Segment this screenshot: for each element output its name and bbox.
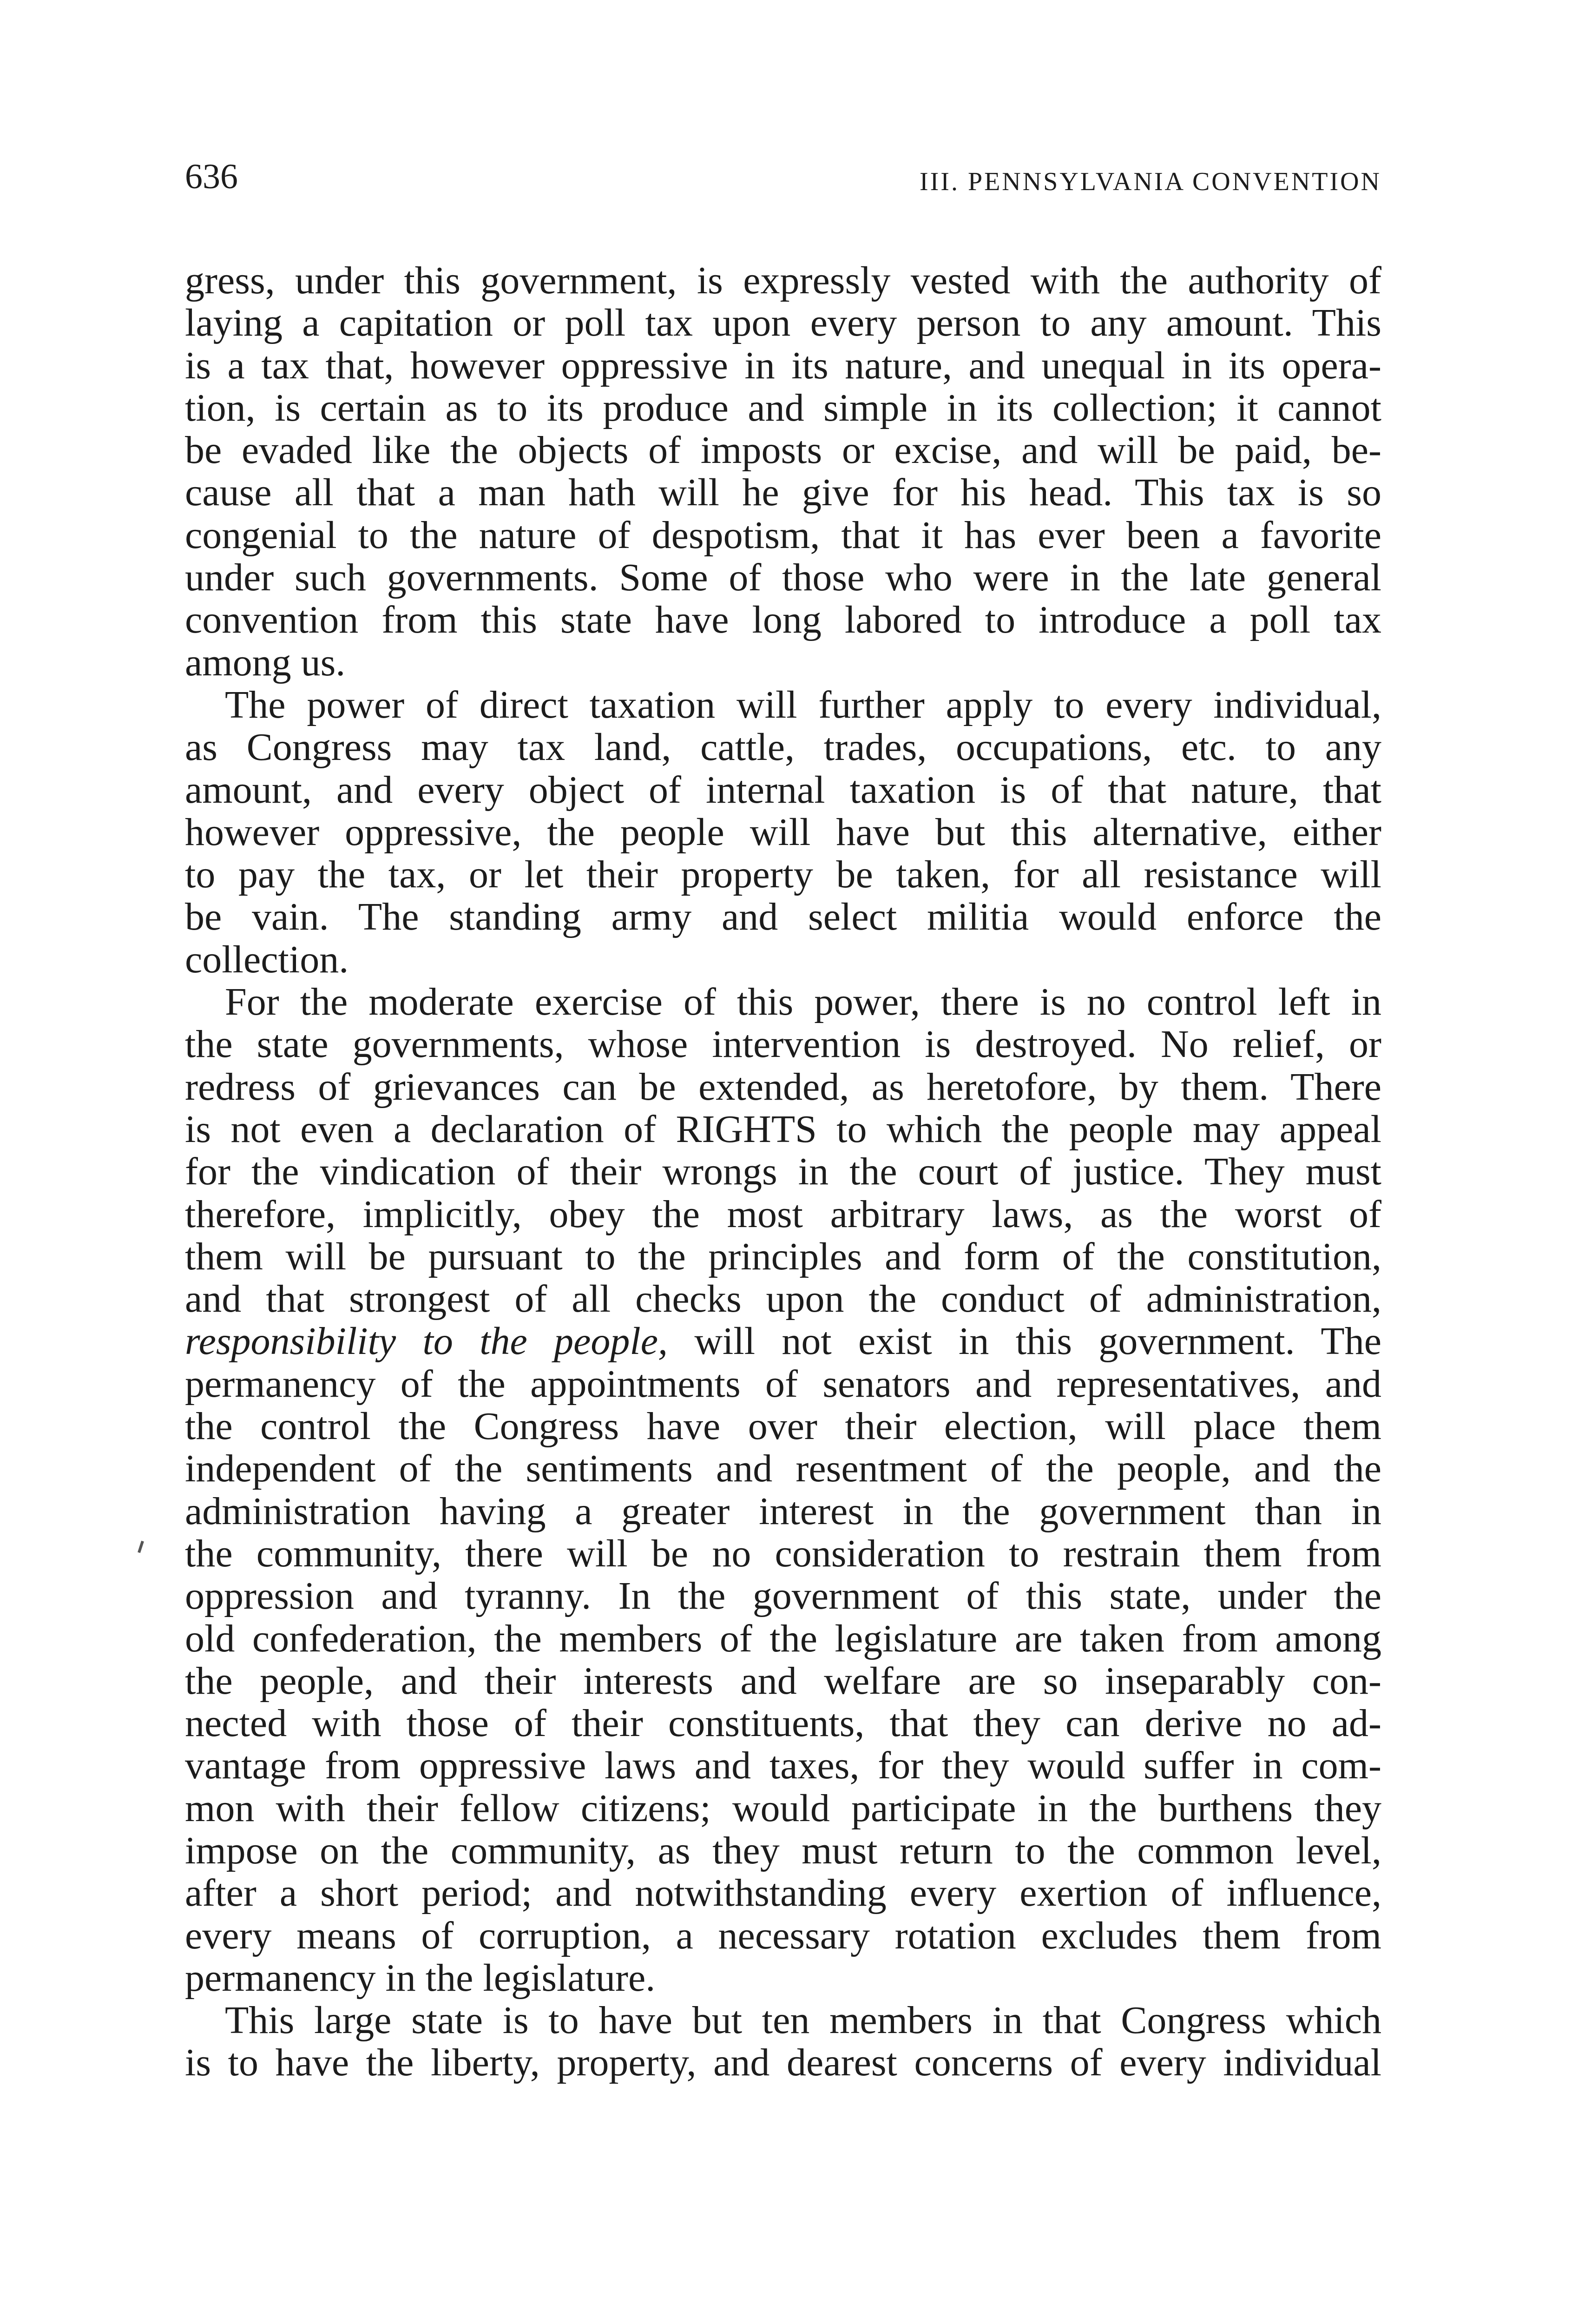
paragraph <box>185 684 1381 981</box>
text-line: gress, under this government, is expressly vested with the authority of <box>185 259 1381 302</box>
text-line: and that strongest of all checks upon the conduct of administration, <box>185 1277 1381 1321</box>
text-line: cause all that a man hath will he give for his head. This tax is so <box>185 471 1381 515</box>
text-line: the control the Congress have over their election, will place them <box>185 1405 1381 1448</box>
text-line: to pay the tax, or let their property be taken, for all resistance will <box>185 853 1381 897</box>
page-number: 636 <box>185 157 238 196</box>
text-line: therefore, implicitly, obey the most arbitrary laws, as the worst of <box>185 1192 1381 1236</box>
text-line: independent of the sentiments and resentment of the people, and the <box>185 1447 1381 1491</box>
text-line: nected with those of their constituents, that they can derive no ad- <box>185 1702 1381 1745</box>
text-line: permanency in the legislature. <box>185 1956 656 2000</box>
text-line: tion, is certain as to its produce and simple in its collection; it cannot <box>185 386 1381 429</box>
text-line: convention from this state have long labored to introduce a poll tax <box>185 598 1381 642</box>
text-line: the people, and their interests and welfare are so inseparably con- <box>185 1659 1381 1703</box>
text-line: them will be pursuant to the principles and form of the constitution, <box>185 1235 1381 1278</box>
text-line: is to have the liberty, property, and dearest concerns of every individual <box>185 2041 1381 2085</box>
text-line: vantage from oppressive laws and taxes, for they would suffer in com- <box>185 1744 1381 1788</box>
paragraph <box>185 259 1381 684</box>
paragraph <box>185 1999 1381 2084</box>
text-line: The power of direct taxation will further apply to every individual, <box>225 683 1381 726</box>
paragraph <box>185 981 1381 1999</box>
text-line: be evaded like the objects of imposts or excise, and will be paid, be- <box>185 429 1381 472</box>
text-line: is not even a declaration of RIGHTS to which the people may appeal <box>185 1107 1381 1151</box>
text-line: oppression and tyranny. In the government of this state, under the <box>185 1574 1381 1618</box>
section-title: III. PENNSYLVANIA CONVENTION <box>920 167 1381 196</box>
text-line: be vain. The standing army and select militia would enforce the <box>185 895 1381 939</box>
text-line: This large state is to have but ten members in that Congress which <box>225 1999 1381 2042</box>
text-line: under such governments. Some of those who were in the late general <box>185 556 1381 600</box>
text-line: old confederation, the members of the legislature are taken from among <box>185 1617 1381 1660</box>
text-line: collection. <box>185 938 349 981</box>
text-line: laying a capitation or poll tax upon every person to any amount. This <box>185 301 1381 345</box>
text-line: the state governments, whose intervention is destroyed. No relief, or <box>185 1023 1381 1066</box>
running-head <box>185 153 1381 205</box>
text-line: however oppressive, the people will have but this alternative, either <box>185 810 1381 854</box>
text-line: the community, there will be no consideration to restrain them from <box>185 1532 1381 1575</box>
line-remainder: will not exist in this government. The <box>668 1320 1382 1363</box>
text-line: is a tax that, however oppressive in its nature, and unequal in its opera- <box>185 343 1381 387</box>
text-line: for the vindication of their wrongs in the court of justice. They must <box>185 1150 1381 1194</box>
margin-mark <box>138 1541 144 1553</box>
text-line: after a short period; and notwithstanding every exertion of influence, <box>185 1871 1381 1915</box>
text-line <box>185 1320 1381 1362</box>
text-line: administration having a greater interest in the government than in <box>185 1489 1381 1533</box>
text-line: every means of corruption, a necessary rotation excludes them from <box>185 1914 1381 1957</box>
italic-phrase: responsibility to the people, <box>185 1320 668 1363</box>
body-text <box>185 259 1381 2084</box>
text-line: For the moderate exercise of this power, there is no control left in <box>225 980 1381 1024</box>
text-line: mon with their fellow citizens; would participate in the burthens they <box>185 1786 1381 1830</box>
text-line: as Congress may tax land, cattle, trades, occupations, etc. to any <box>185 726 1381 769</box>
text-line: congenial to the nature of despotism, that it has ever been a favorite <box>185 513 1381 557</box>
text-line: among us. <box>185 640 346 684</box>
text-line: redress of grievances can be extended, as heretofore, by them. There <box>185 1065 1381 1109</box>
text-line: impose on the community, as they must return to the common level, <box>185 1829 1381 1872</box>
text-line: permanency of the appointments of senators and representatives, and <box>185 1362 1381 1406</box>
text-line: amount, and every object of internal taxation is of that nature, that <box>185 768 1381 812</box>
